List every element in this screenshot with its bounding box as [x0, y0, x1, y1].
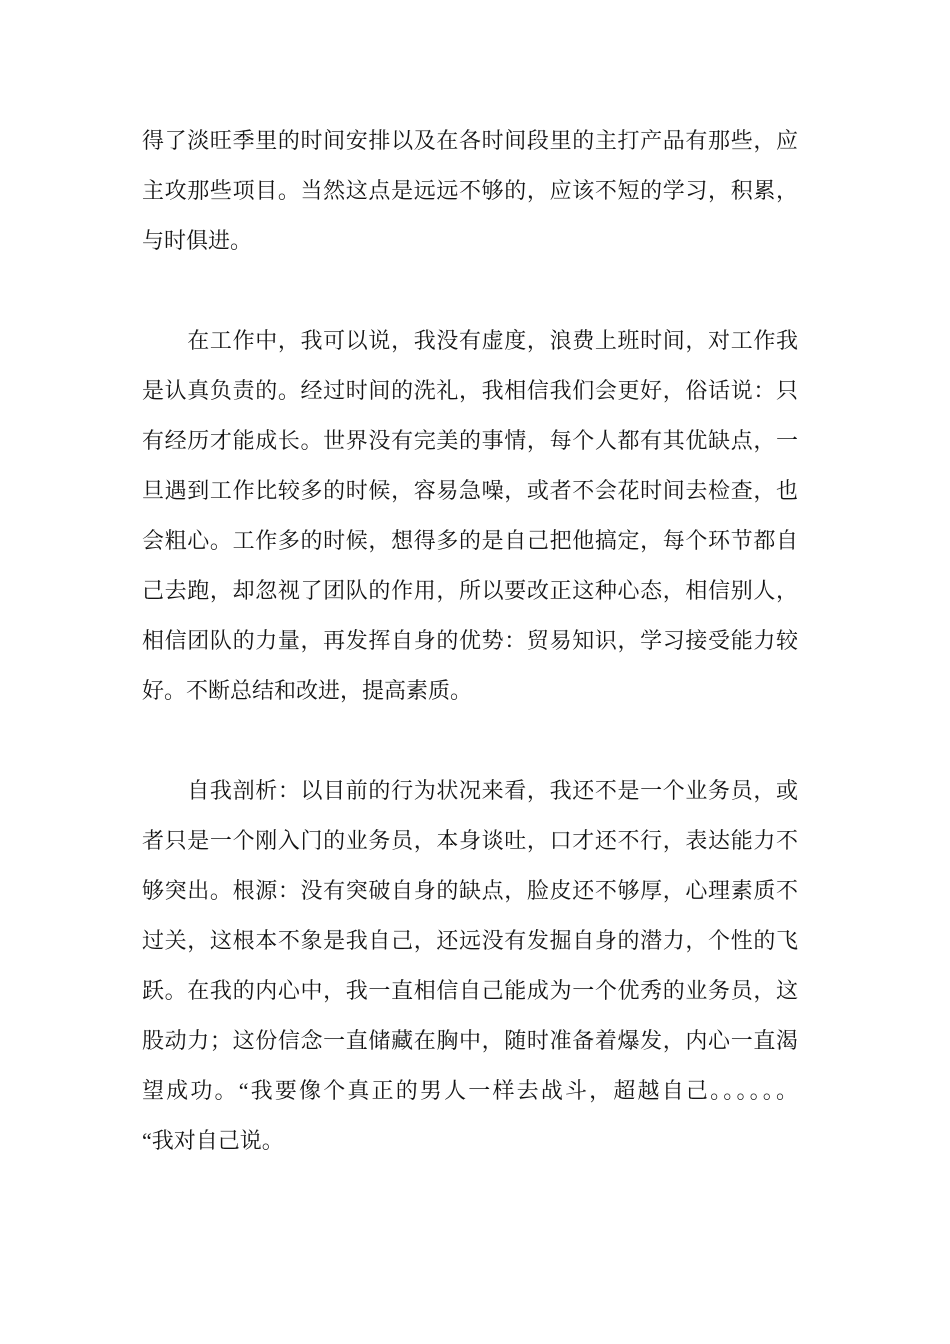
- text-line: 主攻那些项目。当然这点是远远不够的，应该不短的学习，积累，: [142, 178, 798, 203]
- paragraph: [142, 316, 798, 716]
- text-line: 得了淡旺季里的时间安排以及在各时间段里的主打产品有那些，应: [142, 128, 798, 153]
- paragraph: [142, 116, 798, 266]
- document-text: [142, 116, 798, 1166]
- text-line: 是认真负责的。经过时间的洗礼，我相信我们会更好，俗话说：只: [142, 378, 798, 403]
- text-line: 在工作中，我可以说，我没有虚度，浪费上班时间，对工作我: [142, 328, 798, 353]
- paragraph: [142, 766, 798, 1166]
- text-line: 自我剖析：以目前的行为状况来看，我还不是一个业务员，或: [142, 778, 798, 803]
- text-line: 够突出。根源：没有突破自身的缺点，脸皮还不够厚，心理素质不: [142, 878, 798, 903]
- text-line: 会粗心。工作多的时候，想得多的是自己把他搞定，每个环节都自: [142, 528, 798, 553]
- text-line: 跃。在我的内心中，我一直相信自己能成为一个优秀的业务员，这: [142, 978, 798, 1003]
- text-line: 望成功。“我要像个真正的男人一样去战斗，超越自己。。。。。。: [142, 1078, 798, 1103]
- text-line: 股动力；这份信念一直储藏在胸中，随时准备着爆发，内心一直渴: [142, 1028, 798, 1053]
- text-line: 有经历才能成长。世界没有完美的事情，每个人都有其优缺点，一: [142, 428, 798, 453]
- text-line: 过关，这根本不象是我自己，还远没有发掘自身的潜力，个性的飞: [142, 928, 798, 953]
- text-line: 旦遇到工作比较多的时候，容易急噪，或者不会花时间去检查，也: [142, 478, 798, 503]
- text-line: 与时俱进。: [142, 228, 253, 253]
- text-line: 者只是一个刚入门的业务员，本身谈吐，口才还不行，表达能力不: [142, 828, 798, 853]
- text-line: 好。不断总结和改进，提高素质。: [142, 678, 473, 703]
- text-line: “我对自己说。: [142, 1128, 284, 1153]
- text-line: 己去跑，却忽视了团队的作用，所以要改正这种心态，相信别人，: [142, 578, 798, 603]
- text-line: 相信团队的力量，再发挥自身的优势：贸易知识，学习接受能力较: [142, 628, 798, 653]
